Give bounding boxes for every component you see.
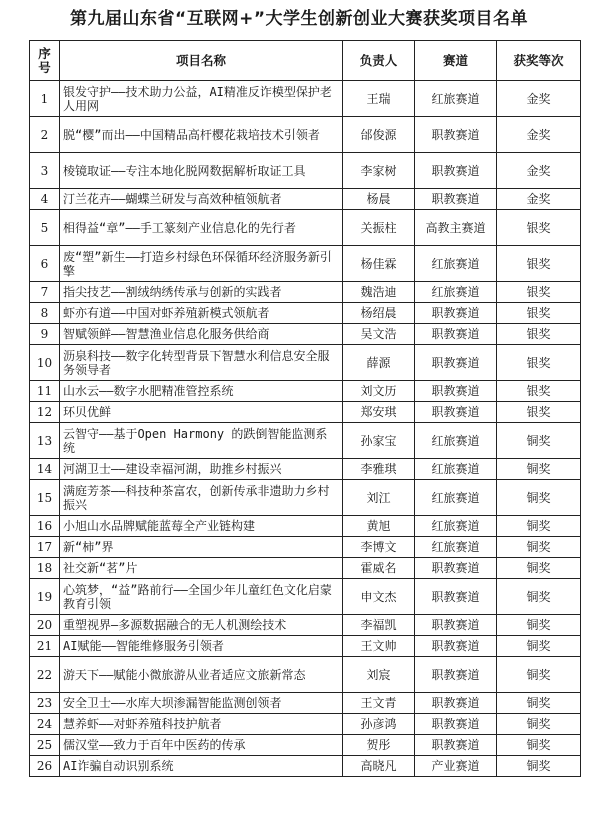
project-name: 山水云——数字水肥精准管控系统 xyxy=(60,381,343,402)
table-row xyxy=(30,657,581,693)
row-number: 8 xyxy=(30,303,60,324)
project-leader: 王瑞 xyxy=(343,81,415,117)
project-leader: 刘文历 xyxy=(343,381,415,402)
project-name: 慧养虾——对虾养殖科技护航者 xyxy=(60,714,343,735)
row-number: 21 xyxy=(30,636,60,657)
award-level: 铜奖 xyxy=(497,459,581,480)
row-number: 12 xyxy=(30,402,60,423)
project-name: 废“塑”新生——打造乡村绿色环保循环经济服务新引擎 xyxy=(60,246,343,282)
project-leader: 刘江 xyxy=(343,480,415,516)
award-level: 铜奖 xyxy=(497,480,581,516)
row-number: 26 xyxy=(30,756,60,777)
row-number: 7 xyxy=(30,282,60,303)
competition-track: 职教赛道 xyxy=(415,381,497,402)
row-number: 16 xyxy=(30,516,60,537)
project-leader: 李博文 xyxy=(343,537,415,558)
competition-track: 职教赛道 xyxy=(415,735,497,756)
award-level: 金奖 xyxy=(497,81,581,117)
competition-track: 红旅赛道 xyxy=(415,246,497,282)
project-name: 相得益“章”——手工篆刻产业信息化的先行者 xyxy=(60,210,343,246)
table-row xyxy=(30,246,581,282)
table-row xyxy=(30,735,581,756)
row-number: 9 xyxy=(30,324,60,345)
project-name: 汀兰花卉——蝴蝶兰研发与高效种植领航者 xyxy=(60,189,343,210)
award-level: 铜奖 xyxy=(497,537,581,558)
table-row xyxy=(30,516,581,537)
project-leader: 申文杰 xyxy=(343,579,415,615)
table-row xyxy=(30,756,581,777)
competition-track: 红旅赛道 xyxy=(415,480,497,516)
project-name: 安全卫士——水库大坝渗漏智能监测创领者 xyxy=(60,693,343,714)
table-row xyxy=(30,210,581,246)
competition-track: 职教赛道 xyxy=(415,402,497,423)
row-number: 19 xyxy=(30,579,60,615)
table-row xyxy=(30,81,581,117)
project-name: 虾亦有道——中国对虾养殖新模式领航者 xyxy=(60,303,343,324)
project-name: 小旭山水品牌赋能蓝莓全产业链构建 xyxy=(60,516,343,537)
competition-track: 职教赛道 xyxy=(415,558,497,579)
table-row xyxy=(30,282,581,303)
competition-track: 职教赛道 xyxy=(415,153,497,189)
awards-table xyxy=(29,40,581,777)
table-row xyxy=(30,714,581,735)
row-number: 22 xyxy=(30,657,60,693)
project-name: 指尖技艺——割绒纳绣传承与创新的实践者 xyxy=(60,282,343,303)
project-name: 银发守护——技术助力公益，AI精准反诈模型保护老人用网 xyxy=(60,81,343,117)
project-leader: 贺彤 xyxy=(343,735,415,756)
competition-track: 红旅赛道 xyxy=(415,516,497,537)
award-level: 铜奖 xyxy=(497,423,581,459)
project-leader: 魏浩迪 xyxy=(343,282,415,303)
row-number: 13 xyxy=(30,423,60,459)
competition-track: 职教赛道 xyxy=(415,693,497,714)
award-level: 金奖 xyxy=(497,117,581,153)
project-leader: 李雅琪 xyxy=(343,459,415,480)
project-leader: 吴文浩 xyxy=(343,324,415,345)
row-number: 15 xyxy=(30,480,60,516)
competition-track: 红旅赛道 xyxy=(415,282,497,303)
row-number: 3 xyxy=(30,153,60,189)
project-leader: 高晓凡 xyxy=(343,756,415,777)
project-name: 新“柿”界 xyxy=(60,537,343,558)
row-number: 10 xyxy=(30,345,60,381)
project-name: 环贝优鲜 xyxy=(60,402,343,423)
project-leader: 李家树 xyxy=(343,153,415,189)
row-number: 6 xyxy=(30,246,60,282)
header-award: 获奖等次 xyxy=(497,41,581,81)
award-level: 银奖 xyxy=(497,246,581,282)
award-level: 金奖 xyxy=(497,189,581,210)
competition-track: 职教赛道 xyxy=(415,117,497,153)
competition-track: 红旅赛道 xyxy=(415,81,497,117)
table-row xyxy=(30,402,581,423)
award-level: 铜奖 xyxy=(497,579,581,615)
project-name: 河湖卫士——建设幸福河湖，助推乡村振兴 xyxy=(60,459,343,480)
row-number: 14 xyxy=(30,459,60,480)
project-name: 重塑视界—多源数据融合的无人机测绘技术 xyxy=(60,615,343,636)
competition-track: 职教赛道 xyxy=(415,615,497,636)
table-row xyxy=(30,615,581,636)
competition-track: 红旅赛道 xyxy=(415,537,497,558)
project-leader: 邰俊源 xyxy=(343,117,415,153)
project-leader: 关振柱 xyxy=(343,210,415,246)
award-level: 铜奖 xyxy=(497,558,581,579)
competition-track: 红旅赛道 xyxy=(415,459,497,480)
table-row xyxy=(30,579,581,615)
award-level: 银奖 xyxy=(497,381,581,402)
table-row xyxy=(30,189,581,210)
project-leader: 王文青 xyxy=(343,693,415,714)
table-row xyxy=(30,117,581,153)
project-leader: 孙彦鸿 xyxy=(343,714,415,735)
project-leader: 孙家宝 xyxy=(343,423,415,459)
row-number: 20 xyxy=(30,615,60,636)
project-name: 棱镜取证——专注本地化脱网数据解析取证工具 xyxy=(60,153,343,189)
header-leader: 负责人 xyxy=(343,41,415,81)
project-name: 脱“樱”而出——中国精品高杆樱花栽培技术引领者 xyxy=(60,117,343,153)
project-name: 社交新“茗”片 xyxy=(60,558,343,579)
competition-track: 职教赛道 xyxy=(415,345,497,381)
project-name: 满庭芳茶——科技种茶富农，创新传承非遗助力乡村振兴 xyxy=(60,480,343,516)
award-level: 铜奖 xyxy=(497,714,581,735)
header-project: 项目名称 xyxy=(60,41,343,81)
project-leader: 霍威名 xyxy=(343,558,415,579)
project-leader: 李福凯 xyxy=(343,615,415,636)
project-name: AI诈骗自动识别系统 xyxy=(60,756,343,777)
award-level: 铜奖 xyxy=(497,636,581,657)
project-leader: 郑安琪 xyxy=(343,402,415,423)
row-number: 18 xyxy=(30,558,60,579)
competition-track: 职教赛道 xyxy=(415,714,497,735)
project-name: 儒汉堂——致力于百年中医药的传承 xyxy=(60,735,343,756)
project-name: 游天下——赋能小微旅游从业者适应文旅新常态 xyxy=(60,657,343,693)
competition-track: 职教赛道 xyxy=(415,636,497,657)
table-row xyxy=(30,636,581,657)
project-leader: 王文帅 xyxy=(343,636,415,657)
row-number: 25 xyxy=(30,735,60,756)
table-row xyxy=(30,459,581,480)
award-level: 银奖 xyxy=(497,210,581,246)
award-level: 铜奖 xyxy=(497,693,581,714)
table-row xyxy=(30,693,581,714)
award-level: 银奖 xyxy=(497,345,581,381)
table-row xyxy=(30,423,581,459)
award-level: 金奖 xyxy=(497,153,581,189)
table-row xyxy=(30,537,581,558)
project-name: 沥泉科技——数字化转型背景下智慧水利信息安全服务领导者 xyxy=(60,345,343,381)
project-leader: 杨晨 xyxy=(343,189,415,210)
header-no: 序号 xyxy=(30,41,60,81)
award-level: 铜奖 xyxy=(497,615,581,636)
award-level: 铜奖 xyxy=(497,756,581,777)
award-level: 银奖 xyxy=(497,324,581,345)
award-level: 银奖 xyxy=(497,282,581,303)
award-level: 铜奖 xyxy=(497,657,581,693)
table-row xyxy=(30,345,581,381)
table-row xyxy=(30,381,581,402)
competition-track: 职教赛道 xyxy=(415,657,497,693)
row-number: 2 xyxy=(30,117,60,153)
row-number: 1 xyxy=(30,81,60,117)
award-level: 银奖 xyxy=(497,402,581,423)
competition-track: 红旅赛道 xyxy=(415,423,497,459)
project-name: 智赋领鲜——智慧渔业信息化服务供给商 xyxy=(60,324,343,345)
header-track: 赛道 xyxy=(415,41,497,81)
competition-track: 职教赛道 xyxy=(415,303,497,324)
table-row xyxy=(30,324,581,345)
row-number: 5 xyxy=(30,210,60,246)
row-number: 17 xyxy=(30,537,60,558)
project-leader: 刘宸 xyxy=(343,657,415,693)
award-level: 铜奖 xyxy=(497,735,581,756)
project-leader: 薛源 xyxy=(343,345,415,381)
row-number: 23 xyxy=(30,693,60,714)
project-leader: 杨绍晨 xyxy=(343,303,415,324)
project-name: AI赋能——智能维修服务引领者 xyxy=(60,636,343,657)
competition-track: 职教赛道 xyxy=(415,189,497,210)
competition-track: 高教主赛道 xyxy=(415,210,497,246)
table-row xyxy=(30,153,581,189)
award-level: 铜奖 xyxy=(497,516,581,537)
row-number: 11 xyxy=(30,381,60,402)
competition-track: 职教赛道 xyxy=(415,324,497,345)
project-leader: 黄旭 xyxy=(343,516,415,537)
table-row xyxy=(30,480,581,516)
table-body xyxy=(30,81,581,777)
table-row xyxy=(30,303,581,324)
row-number: 4 xyxy=(30,189,60,210)
project-name: 云智守——基于Open Harmony 的跌倒智能监测系统 xyxy=(60,423,343,459)
project-leader: 杨佳霖 xyxy=(343,246,415,282)
page-title: 第九届山东省“互联网+”大学生创新创业大赛获奖项目名单 xyxy=(69,9,529,29)
award-level: 银奖 xyxy=(497,303,581,324)
table-header-row xyxy=(30,41,581,81)
competition-track: 产业赛道 xyxy=(415,756,497,777)
row-number: 24 xyxy=(30,714,60,735)
project-name: 心筑梦，“益”路前行——全国少年儿童红色文化启蒙教育引领 xyxy=(60,579,343,615)
competition-track: 职教赛道 xyxy=(415,579,497,615)
table-row xyxy=(30,558,581,579)
